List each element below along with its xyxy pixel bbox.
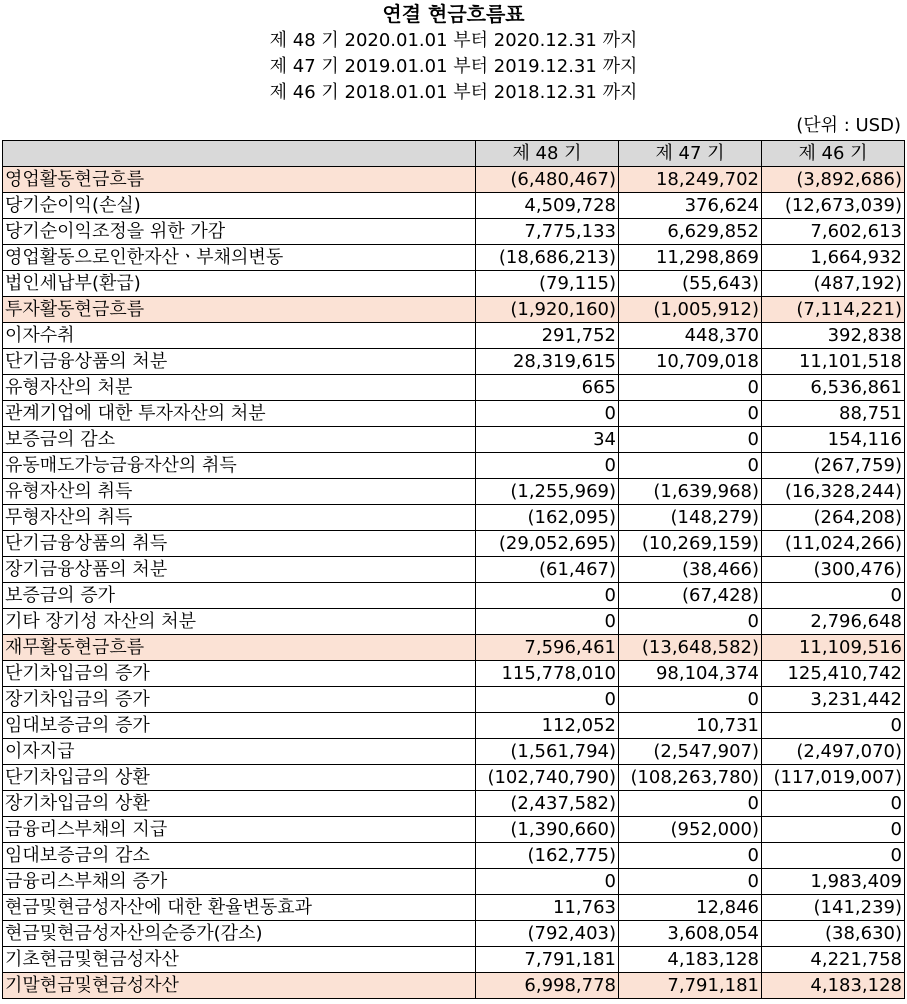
table-row [3,557,905,583]
row-label: 투자활동현금흐름 [3,297,476,323]
value-cell: (38,630) [762,921,905,947]
value-cell: 0 [762,817,905,843]
table-row [3,791,905,817]
row-label: 단기차입금의 상환 [3,765,476,791]
value-cell: 7,602,613 [762,219,905,245]
table-row [3,583,905,609]
value-cell: 10,709,018 [619,349,762,375]
row-label: 기말현금및현금성자산 [3,973,476,999]
row-label: 유형자산의 처분 [3,375,476,401]
row-label: 유형자산의 취득 [3,479,476,505]
value-cell: (162,775) [476,843,619,869]
table-row [3,739,905,765]
value-cell: 0 [762,713,905,739]
row-label: 무형자산의 취득 [3,505,476,531]
header-blank-cell [3,141,476,167]
value-cell: (792,403) [476,921,619,947]
value-cell: 98,104,374 [619,661,762,687]
value-cell: (13,648,582) [619,635,762,661]
value-cell: 154,116 [762,427,905,453]
table-row [3,661,905,687]
value-cell: (18,686,213) [476,245,619,271]
value-cell: (55,643) [619,271,762,297]
value-cell: 2,796,648 [762,609,905,635]
value-cell: (61,467) [476,557,619,583]
row-label: 법인세납부(환급) [3,271,476,297]
row-label: 영업활동현금흐름 [3,167,476,193]
value-cell: 0 [762,583,905,609]
value-cell: (1,639,968) [619,479,762,505]
section-row [3,297,905,323]
table-row [3,479,905,505]
row-label: 보증금의 증가 [3,583,476,609]
value-cell: 18,249,702 [619,167,762,193]
column-header-47: 제 47 기 [619,141,762,167]
value-cell: (1,005,912) [619,297,762,323]
row-label: 임대보증금의 감소 [3,843,476,869]
value-cell: 28,319,615 [476,349,619,375]
value-cell: 11,101,518 [762,349,905,375]
table-row [3,323,905,349]
value-cell: 10,731 [619,713,762,739]
value-cell: 4,183,128 [619,947,762,973]
unit-label: (단위 : USD) [796,115,901,136]
row-label: 보증금의 감소 [3,427,476,453]
row-label: 단기차입금의 증가 [3,661,476,687]
table-row [3,401,905,427]
row-label: 현금및현금성자산에 대한 환율변동효과 [3,895,476,921]
value-cell: 0 [619,869,762,895]
table-row [3,375,905,401]
table-row [3,453,905,479]
table-row [3,765,905,791]
value-cell: 0 [762,791,905,817]
value-cell: (264,208) [762,505,905,531]
section-row [3,635,905,661]
value-cell: (108,263,780) [619,765,762,791]
value-cell: 0 [619,453,762,479]
value-cell: (12,673,039) [762,193,905,219]
value-cell: (1,390,660) [476,817,619,843]
row-label: 당기순이익조정을 위한 가감 [3,219,476,245]
table-row [3,245,905,271]
table-row [3,349,905,375]
period-47: 제 47 기 2019.01.01 부터 2019.12.31 까지 [269,56,638,77]
value-cell: 6,629,852 [619,219,762,245]
section-row [3,973,905,999]
row-label: 장기차입금의 증가 [3,687,476,713]
value-cell: (67,428) [619,583,762,609]
row-label: 관계기업에 대한 투자자산의 처분 [3,401,476,427]
value-cell: 665 [476,375,619,401]
value-cell: 125,410,742 [762,661,905,687]
value-cell: (148,279) [619,505,762,531]
table-row [3,947,905,973]
value-cell: (487,192) [762,271,905,297]
value-cell: 88,751 [762,401,905,427]
value-cell: 0 [619,609,762,635]
value-cell: 4,221,758 [762,947,905,973]
value-cell: (2,437,582) [476,791,619,817]
value-cell: 0 [619,687,762,713]
row-label: 재무활동현금흐름 [3,635,476,661]
value-cell: 4,183,128 [762,973,905,999]
value-cell: 1,664,932 [762,245,905,271]
table-row [3,505,905,531]
column-header-row [3,141,905,167]
row-label: 장기차입금의 상환 [3,791,476,817]
value-cell: (141,239) [762,895,905,921]
row-label: 기타 장기성 자산의 처분 [3,609,476,635]
column-header-46: 제 46 기 [762,141,905,167]
value-cell: 291,752 [476,323,619,349]
value-cell: 7,596,461 [476,635,619,661]
row-label: 유동매도가능금융자산의 취득 [3,453,476,479]
value-cell: 115,778,010 [476,661,619,687]
cash-flow-table [2,140,905,999]
value-cell: (29,052,695) [476,531,619,557]
value-cell: 6,998,778 [476,973,619,999]
table-row [3,219,905,245]
value-cell: 112,052 [476,713,619,739]
value-cell: (117,019,007) [762,765,905,791]
value-cell: 0 [476,401,619,427]
value-cell: 0 [476,609,619,635]
value-cell: 3,231,442 [762,687,905,713]
value-cell: (79,115) [476,271,619,297]
value-cell: (102,740,790) [476,765,619,791]
value-cell: 0 [619,843,762,869]
value-cell: (11,024,266) [762,531,905,557]
table-row [3,609,905,635]
value-cell: 0 [476,869,619,895]
section-row [3,167,905,193]
value-cell: 7,791,181 [476,947,619,973]
statement-title: 연결 현금흐름표 [382,2,525,26]
row-label: 영업활동으로인한자산ㆍ부채의변동 [3,245,476,271]
value-cell: (300,476) [762,557,905,583]
row-label: 단기금융상품의 처분 [3,349,476,375]
period-48: 제 48 기 2020.01.01 부터 2020.12.31 까지 [269,30,638,51]
value-cell: 4,509,728 [476,193,619,219]
value-cell: (267,759) [762,453,905,479]
row-label: 이자수취 [3,323,476,349]
value-cell: (162,095) [476,505,619,531]
value-cell: 7,775,133 [476,219,619,245]
value-cell: 34 [476,427,619,453]
row-label: 현금및현금성자산의순증가(감소) [3,921,476,947]
value-cell: 11,298,869 [619,245,762,271]
value-cell: (38,466) [619,557,762,583]
value-cell: 0 [762,843,905,869]
value-cell: (3,892,686) [762,167,905,193]
value-cell: 1,983,409 [762,869,905,895]
table-row [3,843,905,869]
period-46: 제 46 기 2018.01.01 부터 2018.12.31 까지 [269,82,638,103]
value-cell: 392,838 [762,323,905,349]
value-cell: (16,328,244) [762,479,905,505]
value-cell: 0 [476,687,619,713]
table-row [3,921,905,947]
row-label: 임대보증금의 증가 [3,713,476,739]
value-cell: (1,561,794) [476,739,619,765]
value-cell: 0 [619,401,762,427]
value-cell: 448,370 [619,323,762,349]
table-row [3,427,905,453]
table-row [3,193,905,219]
row-label: 금융리스부채의 지급 [3,817,476,843]
row-label: 금융리스부채의 증가 [3,869,476,895]
row-label: 당기순이익(손실) [3,193,476,219]
value-cell: 0 [619,427,762,453]
value-cell: (1,920,160) [476,297,619,323]
value-cell: (6,480,467) [476,167,619,193]
table-row [3,271,905,297]
table-row [3,687,905,713]
value-cell: 0 [476,583,619,609]
value-cell: 3,608,054 [619,921,762,947]
row-label: 기초현금및현금성자산 [3,947,476,973]
value-cell: (952,000) [619,817,762,843]
value-cell: 6,536,861 [762,375,905,401]
table-row [3,869,905,895]
value-cell: 11,109,516 [762,635,905,661]
row-label: 단기금융상품의 취득 [3,531,476,557]
value-cell: (2,497,070) [762,739,905,765]
value-cell: 0 [476,453,619,479]
value-cell: (2,547,907) [619,739,762,765]
table-row [3,531,905,557]
table-row [3,895,905,921]
table-row [3,713,905,739]
table-body [3,167,905,999]
row-label: 이자지급 [3,739,476,765]
value-cell: (10,269,159) [619,531,762,557]
row-label: 장기금융상품의 처분 [3,557,476,583]
value-cell: (7,114,221) [762,297,905,323]
value-cell: 12,846 [619,895,762,921]
value-cell: (1,255,969) [476,479,619,505]
value-cell: 376,624 [619,193,762,219]
value-cell: 0 [619,375,762,401]
value-cell: 7,791,181 [619,973,762,999]
column-header-48: 제 48 기 [476,141,619,167]
table-row [3,817,905,843]
value-cell: 11,763 [476,895,619,921]
value-cell: 0 [619,791,762,817]
